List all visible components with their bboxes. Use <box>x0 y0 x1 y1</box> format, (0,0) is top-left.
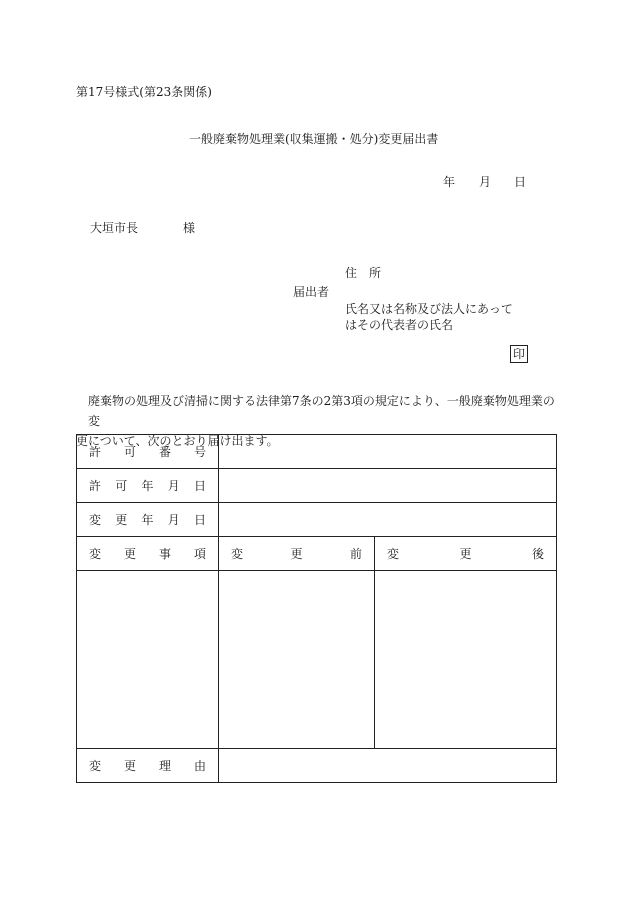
change-item-field[interactable] <box>77 571 219 749</box>
address-label: 住 所 <box>345 266 382 280</box>
change-content-row <box>77 571 557 749</box>
after-field[interactable] <box>375 571 557 749</box>
before-header: 変 更 前 <box>219 537 375 571</box>
change-date-field[interactable] <box>219 503 557 537</box>
change-form-table <box>76 434 557 783</box>
change-reason-row <box>77 749 557 783</box>
name-label-line1: 氏名又は名称及び法人にあって <box>345 302 513 316</box>
date-month: 月 <box>479 175 492 189</box>
change-date-row <box>77 503 557 537</box>
change-reason-label: 変 更 理 由 <box>77 749 219 783</box>
date-day: 日 <box>514 175 527 189</box>
notifier-label: 届出者 <box>293 285 330 299</box>
permit-date-row <box>77 469 557 503</box>
addressee-name: 大垣市長 <box>90 221 139 235</box>
seal-mark: 印 <box>510 345 528 363</box>
after-header: 変 更 後 <box>375 537 557 571</box>
permit-number-row <box>77 435 557 469</box>
change-reason-field[interactable] <box>219 749 557 783</box>
change-header-row <box>77 537 557 571</box>
statement-line1: 廃棄物の処理及び清掃に関する法律第7条の2第3項の規定により、一般廃棄物処理業の変 <box>88 394 555 428</box>
addressee-honorific: 様 <box>183 221 196 235</box>
permit-number-label: 許 可 番 号 <box>77 435 219 469</box>
date-year: 年 <box>443 175 456 189</box>
before-field[interactable] <box>219 571 375 749</box>
change-item-header: 変 更 事 項 <box>77 537 219 571</box>
change-date-label: 変 更 年 月 日 <box>77 503 219 537</box>
name-label-line2: はその代表者の氏名 <box>345 318 454 332</box>
statement-line2: 更について、次のとおり届け出ます。 <box>76 434 279 448</box>
permit-date-field[interactable] <box>219 469 557 503</box>
form-number: 第17号様式(第23条関係) <box>76 85 212 99</box>
permit-date-label: 許 可 年 月 日 <box>77 469 219 503</box>
permit-number-field[interactable] <box>219 435 557 469</box>
document-title: 一般廃棄物処理業(収集運搬・処分)変更届出書 <box>189 132 439 146</box>
